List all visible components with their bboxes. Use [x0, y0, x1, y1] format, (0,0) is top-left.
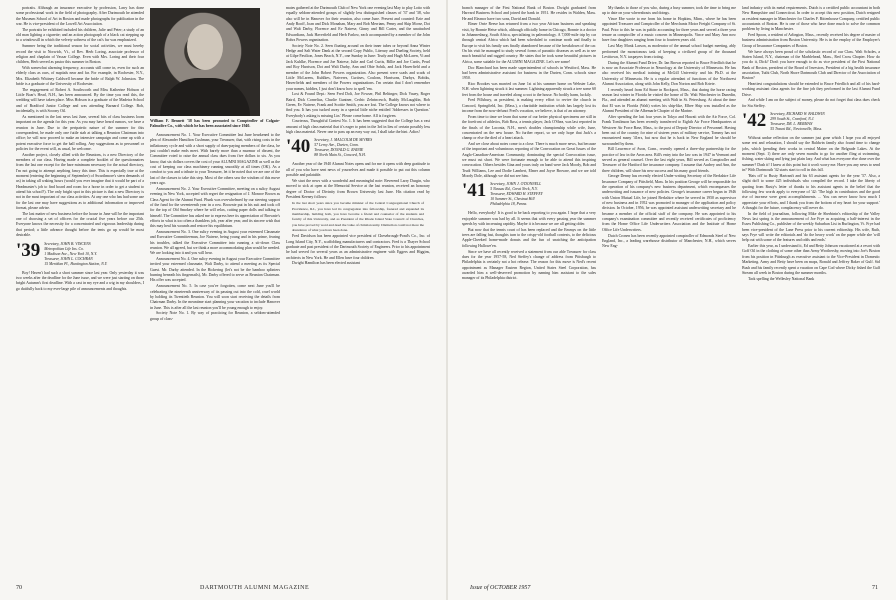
class-officers [770, 112, 880, 132]
paragraph: Another project, closely allied with the Reunions, is a new Directory of the members of our class. Having made a complete booklet of the questionnaires from the last one except for the bare minimum necessary for the actual directory, I'm not going to attempt anything fancy this time. This is especially true at the moment (entering the beginning of September) of Swarthmore's stern demands of us) in taking all waking hours (would you ever imagine that it would be part of a Headmaster's job to find board and room for a horse in order to get a student to attend his school?). The only bright spot in this picture is that a new Directory is not in the most important of our class activities. At any one who has had some use for the last one may have suggestions as to additional information or improved format, please advise. [16, 152, 144, 211]
issue-date: Issue of OCTOBER 1957 [470, 585, 531, 591]
paragraph: After spending the last four years in Tokyo and Hawaii with the Air Force, Col. Frank Tomlinson has been recently transferred to Eighth Air Force Headquarters at Westover Air Force Base, Mass., to the post of Deputy Director of Personnel. Having been out of the country for nine of sixteen years of military service, Tommy has not encountered many '41ers, but now that he is back in New England he should be surrounded by them. [602, 114, 736, 146]
address: 1 Madison Ave., New York 10, N.Y. [44, 251, 97, 256]
paragraph: The portraits he exhibited included his children, Julie and Peter; a study of an old man lighting a cigarette; and an action photograph of a black cat stepping up to a windowsill in which the velvety softness of the cat's fur was emphasized. [16, 27, 144, 43]
paragraph: Announcement No. 4. One sultry evening in August your Executive Committee invited your esteemed classmate, Walt Darby, to attend a meeting as its Special Guest. Mr. Darby attended. In the Bickering (let's not be the bamboo splinters burning beneath his fingernails), Mr. Darby offered to serve as Reunion Chairman. His offer was accepted. [150, 257, 280, 283]
paragraph: portraits. Although an insurance executive by profession, Larry has done some professional work in the field of photography. After Dartmouth he attended the Museum School of Art in Boston and made photographs for publication in the war. He is vice-president of the Lowell Art Association. [16, 6, 144, 27]
portrait-shoulders [160, 78, 250, 116]
class-heading-41 [462, 182, 596, 207]
class-heading-39 [16, 239, 144, 267]
paragraph: My thanks to those of you who, during a busy summer, took the time to bring me up to date on your whereabouts and doings. [602, 6, 736, 16]
page-number-left: 70 [16, 585, 22, 591]
treasurer: Treasurer, DONALD G. RAINIE [314, 148, 364, 153]
paragraph: Courteous, Thoughtful Contest No. 1. It has been suggested that the College has a vast amount of high class material that it's eager to print in the 3rd in lieu of certain possibly less high class material. Never one to pass up an easy way out, I shall take the hint. Adios! [286, 119, 430, 135]
paragraph: Without undue reflection on the summer just gone which I hope you all enjoyed some rest and relaxation, I should say the Baldwin family also found time to change jobs, which (pending their works in central Maine on the Belgrade Lakes. At the moment (Sept. 1) there are only seven months to go for another fling at swimming, fishing, water skiing and lying just plain lazy. And what has everyone else done over the summer? Dash it! I knew at this point but it won't worry me. Have you any news to send in? With Dartmouth '42 starts start to roll in this fall. [742, 136, 880, 173]
class-officers [44, 242, 144, 267]
class-heading-40 [286, 138, 430, 158]
address: 5 Nassau Rd., Great Neck, N.Y. [490, 187, 538, 192]
secretary: Secretary, JOHN B. VINCENS [44, 241, 91, 246]
treasurer: Treasurer, JOHN L. COCHRAN [44, 256, 93, 261]
address: 57 Leroy Ave., Darien, Conn. [314, 143, 359, 148]
treasurer: Treasurer, EDWARD H. STEFFEY [490, 192, 543, 197]
paragraph: Hello, everybody! It is good to be back reporting to you again. I hope that a very enjoyable summer was had by all. It seems that with every passing year the summer speeds by with increasing rapidity. Maybe it is because we are all getting older. [462, 211, 596, 227]
paragraph: And we close about notes come to a close. There is much more news, but because of the important and voluminous reporting of the Convocation on Great Issues of the Anglo-Canadian-American Community, dominating the special Convocation issue, we must cut short. We were fortunate enough to be able to attend this inspiring convocation. Others besides Gina and yours truly on hand were Jack Moody, Bob and Trudi Williams, Lee and Dodie Lambert, Elmer and Joyce Browne, and we are told Moody Dole, although we did not see him. [462, 141, 596, 178]
citation: In the last short years since you became minister of the Central Congregational Church of Providence, R.I., you have led its congregation into fellowship, fostered and expanded its membership, building both, you have become a friend and counselor of the students and faculty of this University, and as President of the Rhode Island State Council of Churches, you have proved by word and deed the value of christian unity. Distinction could not more the abundance of what you have been done. [292, 201, 424, 232]
paragraph: In the field of journalism, following Mike de Sherbinin's editorship of the Valley News last spring is the announcement of Joe Frye as acquiring a half-interest in the Essex Publishing Co., publisher of the weekly Suburban List in Burlington, Vt. Frye had been vice-president of the Lane Press prior to his current editorship. His wife, Ruth, says Frye will write the editorials and 'do the heavy work' on the paper while she 'will help out with some of the features and odds and ends.' [742, 211, 880, 243]
address: Philadelphia 18, Penna. [490, 202, 528, 207]
page-number-right: 71 [872, 585, 878, 591]
paragraph: Bill Lawrence of Avon, Conn., recently opened a three-day partnership for the practice of law in the Avon area. Bill's entry into the law was in 1947 in Vermont and served as general counsel. Over the last eight years, Bill served as Comptroller and Treasurer of the Hartford fire insurance company. I assume that Audrey and Ann, the three children, will share his new success and his many good friends. [602, 147, 736, 173]
paragraph: Summer being the traditional season for social activities, we must hereby record the visit to Norwich, Vt., of Rev. Herb Loring, associate professor of religion and chaplain of Vassar College. Even with Mrs. Loring and their four children, Herb served as pastor this summer in Boston. [16, 44, 144, 65]
paragraph: But now that the tennis court of has been replaced and the Emmys on the little trees are falling fast, thoughts turn to the crispy-old football contests, to the delicious Apple-Cheeked home-made donuts and the fun of snatching the anticipation following Hallowe'en. [462, 227, 596, 248]
treasurer: Treasurer, DR. L. BERMAN [770, 122, 813, 127]
paragraph: Announcement No. 5. In case you've forgotten, come next June you'll be celebrating the nineteenth anniversary of its passing out into the cold, cruel world by holding its Twentieth Reunion. You will soon start receiving the details from Chairman Darby. In the meantime start planning your vacation to include Hanover in June. This is after all the last reunion you'll be young enough to enjoy. [150, 284, 280, 310]
paragraph: The engagement of Robert A. Southworth and Miss Katherine Hobson of Little Boar's Head, N.H., has been announced. By the time you read this, the wedding will have taken place. Miss Hobson is a graduate of the Madeira School and of Bradford Junior College and was attending Barnard College. Bob, incidentally, is with Socony Oil. [16, 87, 144, 114]
paragraph: Fred Pillsbury, as president, is making every effort to revive the church in Concord, Springfield, Inc. (Mass.), a charitable institution which has largely lost its income from the now-defunct Fred's vocation, we believe, is that of an attorney. [462, 98, 596, 114]
paragraph: Last May Monk Larson, as moderator of the annual school budget meeting, ably performed the monotonous task of keeping a civilized group of the thousand Levittown, N.Y. taxpayers from rioting. [602, 44, 736, 59]
paragraph: During the Alumni Fund Drive, Dr. Ian Brown reported to Bruce Friedlich that he is now an Associate Professor in Neurology at the University of Minnesota. He has also received his medical training at McGill University and his Ph.D. at the University of Minnesota. He is a regular attendant of functions of the Northwest Alumni Association, along with John Kelly, Don Norton and Bob Kriete. [602, 60, 736, 86]
address: 55 Traunt Rd., Newtonville, Mass. [770, 127, 823, 132]
paragraph: branch manager of the First National Bank of Boston. Dwight graduated from Harvard Business School and joined the bank in 1951. He resides in Walden, Mass. He and Eleanor have two sons, David and Donald. [462, 6, 596, 21]
paragraph: We start the news with a wonderful and meaningful note: Reverend Larry Durgin, who moved to sick at open at the Memorial Service at the last reunion, received an honorary degree of Doctor of Divinity from Brown University last June. His citation read by President Keeney follows: [286, 178, 430, 199]
left-column-3 [286, 6, 430, 580]
class-year: '42 [742, 110, 767, 132]
address: 299 South St., Cranford, N.J. [770, 117, 815, 122]
class-year: '40 [286, 136, 311, 158]
photo-caption: William F. Bennett '38 has been promoted to Comptroller of Colgate-Palmolive Co., with which he has been associated since 1940. [150, 119, 280, 128]
paragraph: As mentioned in the last news last June, several bits of class business loom important on the agenda for this year. As you may have heard rumors, we have a reunion in June. Due to the peripatetic nature of the summer for this correspondent, he made only one futile stab at talking a Reunion Chairman into office; he will now proceed to make an intensive campaign and come up with a potent executive force to get the ball rolling. Any suggestions as to personnel or policies for the event will, as usual, be welcome. [16, 114, 144, 151]
paragraph: land industry with its metal requirements. Dutch is a certified public accountant in both New Hampshire and Connecticut. In order to accept this new position, Dutch resigned as resident manager in Manchester for Charles F. Rittenhouse Company, certified public accountants of Boston. He is one of those who have done much to solve the common problem by living in Manchester. [742, 6, 880, 32]
right-column-3 [742, 6, 880, 580]
paragraph: I recently heard from Ed Stone in Rockport, Mass., that during the horse racing season last winter in Florida he visited the home of Dr. Walt Winchester in Dunedin, Fla., and attended an alumni meeting with Walt in St. Petersburg. At about the time that El was in Florida (Walt) writes his ship-like, Elbee Ship was installed as the Alumni President of the Albemarle Chapter of the Marine. [602, 87, 736, 114]
class-year: '39 [16, 239, 41, 261]
paragraph: 'Hats off' to Rusty Hartranft and his 63 assistant agents for the year '57. Also, a slight doff to some 425 individuals who compiled the record. I take the liberty of quoting from Rusty's letter of thanks to his assistant agents in the belief that the following few words apply to everyone of '42: 'The high in contributors and the good rise of increase were great accomplishments. ... You can never know how much I appreciate your efforts, and I thank you from the bottom of my heart for your support.' A thought for the future, complacency will never do. [742, 173, 880, 210]
paragraph: We have always been proud of the scholastic record of our Class. Walt Scholes, a Staten Island, N.Y., chairman of the Marblehead, Mass., Red Cross Chapter. How do you do it, Dick? Don't you have enough to do as vice president of the First National Bank of Boston, president of the Board of Investors, President of a big health insurance association, Tuthi Club, North Shore Dartmouth Club and Director of the Association of Boston? [742, 49, 880, 81]
paragraph: Vince Ebe wrote to me from his home in Hopkins, Minn., where he has been appointed Treasurer and Comptroller of the Merchants Motor Freight Company of St. Paul. Prior to this he was in public accounting for three years and served a three year tenure as comptroller of a music concern in Minneapolis. Vince and Mary Ann now have four daughters ranging from four to fourteen years old. [602, 17, 736, 43]
paragraph: The last matter of new business before the house in June will be the important one of choosing a set of officers for the crucial five years before our 25th. Everyone knows the necessity for a concentrated and vigorous leadership during that period; a little advance thought before the tents go up would be most desirable. [16, 211, 144, 238]
paragraph: mates gathered at the Dartmouth Club of New York one evening last May to play Lotto with equally seldom-attended groups of slightly less distinguished classes of '37 and '38, who also will be in Hanover for their reunion, also come June. Present and counted: Ezie and Andy Rooff, Joan and Dick Monahan, Mary and Bob Merriam, Penny and Skip Morse, Dot and Walt Darby, Florence and Ev Nairese, Ginny and Bill Carter, and the unattached Edwardians, Jack Haverfield and Herb Farlow, each accompanied by a member of the John Rohrs Powers organization. [286, 6, 430, 43]
portrait-face [187, 24, 223, 70]
paragraph: Tack spelling the Wellesley National Bank [748, 276, 815, 281]
paragraph: Dutch Cronen has been recently appointed comptroller of Edmonds Steel of New England, Inc., a leading warehouse distributor of Manchester, N.H., which serves New Eng- [602, 233, 736, 249]
address: 88 North Main St., Concord, N.H. [314, 153, 366, 158]
paragraph: With somewhat alarming frequency, accounts still come in, even for such an elderly class as ours, of nuptials near and far. For example, in Rochester, N.Y., Mrs. Elizabeth Whitney Caldwell became the bride of Ralph W. Johnston. The bride is a graduate of the University of Rochester. [16, 65, 144, 86]
paragraph: Elmer Orrie Reese has returned from a two year African business and speaking visit, by Bonnie Heise which, although officially home in Chicago, Bonnie is a doctor in Johannesburg, South Africa, specializing in paleontology. A 7,000-mile trip by car through central Africa which had been scheduled to continue north and finally to Europe to visit his family was finally abandoned because of the breakdown of the car. On his visit he managed to study several forms of parasitic diseases as well as to see much beautiful and rugged country. He states that he took some beautiful pictures in Africa, some suitable for the ALUMNI MAGAZINE. Let's see some! [462, 22, 596, 64]
paragraph: Earlier this year, as I understand it, Ed and Betty Johnson vacationed at a resort with Goff Oil in the clothing of some other than Army Wrothersby, moving into Joe's Boston from his position in Pittsburgh as executive assistant to the Vice-President in Domestic Marketing. Army and Betty have been on maps, Ronald and Jeffrey Baker of Gulf. Sid Bush and his family recently spent a vacation on Cape Cod where Dicky fished the Gulf Stream all week in Boston during the summer months. [742, 244, 880, 275]
class-year: '41 [462, 180, 487, 202]
right-column-2 [602, 6, 736, 580]
paragraph: George Denny has recently elected Under-writing Secretary of the Berkshire Life Insurance Company of Pittsfield, Mass. In his position George will be responsible for the operation of his company's new business department, which encompasses the underwriting and issuance of new policies. George's insurance career began in 1946 with Union Mutual Life, he joined Berkshire where he served in 1950 as supervisor of new business and in 1952 was promoted to manager of the application and policy division. In October, 1956, he was appointed assistant underwriting secretary and he became a member of the official staff of the company. He was appointed to his company's examination committee and recently received certificates of proficiency from the Home Office Life Underwriters Association and the Institute of Home Office Life Underwriters. [602, 174, 736, 232]
paragraph: And while I am on the subject of money, please do not forget that class dues check for Stu Steffey. [742, 98, 880, 108]
paragraph: Announcement No. 2. Your Executive Committee, meeting on a sultry August evening in New York, accepted with regret the resignation of J. Monroe Brown as Class Agent for the Alumni Fund. Plunk was overwhelmed by our steering support of the fund for the seventeenth year in a row. Brownie put in his suit and took off for the top of Old Smokey where he will relax, cutting paper dolls and talking to himself. The Committee has asked me to express here its appreciation of Brownie's efforts in what is too often a thankless job, year after year, and its sincere wish that this may heal his wounds and restore his equilibrium. [150, 186, 280, 229]
class-officers [314, 138, 430, 158]
magazine-title: DARTMOUTH ALUMNI MAGAZINE [200, 585, 310, 591]
paragraph: Dwight Hamilton has been elected assistant [292, 261, 360, 266]
right-column-1 [462, 6, 596, 580]
paragraph: Boy! Haven't had such a short summer since last year. Only yesterday it was two weeks after the deadline for the June issue, and we were just starting on those bright Autumn's first deadline. With a cast in my eye and a wig in my shoulders, I go dutifully back to my ever-large pile of announcements and thoughts. [16, 270, 144, 291]
paragraph: Fred Davidson has been appointed vice president of Chesebrough-Pond's Co., Inc. of Long Island City, N.Y., scaffolding manufacturers and contractors. Fred is a Thayer School graduate and past president of the Dartmouth Society of Engineers. Prior to his appointment he had served for several years as an administrative engineer with Eggers and Higgins, architects in New York. He and Ellen have four children. [286, 234, 430, 260]
paragraph: Doc Blanchard has been made superintendent of schools in Westford, Mass. He had been administrative assistant for business in the Darien, Conn. schools since 1950. [462, 65, 596, 81]
right-page [448, 0, 896, 600]
class-heading-42 [742, 112, 880, 132]
class-officers [490, 182, 596, 207]
address: 10 Summer St., Chestnut Hill [490, 197, 535, 202]
address: Metropolitan Life Ins. Co. [44, 246, 84, 251]
paragraph: Another year of the 1940 Alumni Notes opens and for me it opens with deep gratitude to all of you who have sent news of yourselves and made it possible to put out this column possible and palatable. [286, 162, 430, 178]
paragraph: Announcement No. 1. Your Executive Committee last June hearkened to the plea of Alexander Hamilton Cushman, your Treasurer, that, with rising costs in the inflationary cycle and with a short supply of dues-paying members of the class, he just couldn't make ends meet. With barely more than a murmur of dissent, the Committee voted to raise the annual class dues from five dollars to six. As you know, that six dollars covers the cost of your ALUMNI MAGAZINE as well as the cost of keeping our class machinery running smoothly at all times (OK). As a comfort to you and a tribute to your Treasurer, let it be noted that we are one of the last of the classes to take this step. Most of the others saw the wisdom of this move years ago. [150, 133, 280, 186]
left-column-1 [16, 6, 144, 580]
secretary: Secretary, RICHARD W. BALDWIN [770, 112, 825, 117]
address: 15 Meridian Pl., Huntington Station, N.Y. [44, 261, 108, 266]
paragraph: Society Note No. 2. Seen floating around on their inner tubes or beyond Anna Winter Hedge and Salt Water Dank at the second Copy Public, Literary and Dueling Society, held at Gilpe Pavilion, Jones Beach, N.Y., one Sunday in June: Trudy and Hugh McLaren, Vi and Jack Kuhlke, Florence and Joe Nairese, Julie and Carl Curtis, Billie and Joe Curtis, Pearl and Roy Harrison, Dot and Walt Darby, Ann and Obie Sobik, and Jack Haverfield and a member of the John Robert Powers organization. Also present were scads and scads of Little McLarens, Kuhlkes, Naiveres, Curtises, Coulons, Harrisons, Darbys, Bobiks, Haverfields and members of the Powers organizations. I'm certain that I don't remember your names, kiddies, I just don't know how to spell 'em. [286, 43, 430, 91]
paragraph: Lost & Found Dept.: Seen Fred Dolt, Joe Fowser, Phil Beltinger, Dick Vauey, Roger Baird, Dick Cornelius, Charlie Guntner, Cedric Zehrincesch, Buddy McLaughlin, Bob Green, Ev Nairese, Frank and Scottie Smith, you are lost. The College knows not where to find you. It has you tucked away in a special little niche entitled 'Addresses in Question.' Everybody's asking is missing Lin.' Please come home. All is forgiven. [286, 92, 430, 118]
paragraph: Rico Brookes was married on June 1st at his summer home on Webster Lake, N.H. when lightning struck it last summer. Lightning apparently struck a tree some 60 feet from the house and traveled along a root to the house. No bodily harm, luckily. [462, 81, 596, 97]
portrait-photo [150, 8, 260, 116]
secretary: Secretary, JOHN J. O'DONNELL [490, 182, 542, 187]
secretary: Secretary, J. MALCOLM DE SEVRES [314, 138, 373, 143]
paragraph: Since we have all recently received a statement from our able Treasurer for class dues for the year 1957-58, Ned Steffey's change of address from Pittsburgh to Philadelphia is certainly not a hot release. The reason for this move is Ned's recent appointment as Manager Eastern Region, United States Steel Corporation, has awarded him a well-deserved promotion by naming him assistant to the sales manager of its Philadelphia district. [462, 249, 596, 281]
col1-paras [16, 6, 144, 239]
paragraph: From time to time we learn that some of our better physical specimens are still in the forefront of athletics, Bob Ross, a tennis player, Jack O'Shea, was last reported in the finals of the Laconia, N.H., men's doubles championship while wife, June, concentrated on the new house. No further report, so we only hope that Jack's a champ or else the died of a heart attack. [462, 114, 596, 141]
left-column-2 [150, 6, 280, 580]
paragraph: Announcement No. 3. One sultry evening in August your esteemed Classmate and Executive Committeeman, Joe Nairese, being young and in his prime, fearing his troubles, talked the Executive Committee into running a sit-down Class reunion. We all agreed, but we think a more accommodating plan would be needed. We are looking into it and you will hear. [150, 229, 280, 256]
paragraph: Heartiest congratulations should be extended to Bruce Friedlich and all of his hard-working assistant class agents for the fine job they performed in the last Alumni Fund Drive. [742, 81, 880, 97]
paragraph: Fred Spoon, a resident of Arlington, Mass., recently received his degree of master of business administration from Boston University. He is in the employ of the Employer's Group of Insurance Companies of Boston. [742, 33, 880, 48]
paragraph: Society Note No. 1. By way of practicing for Reunion, a seldom-attended group of class- [150, 311, 280, 321]
